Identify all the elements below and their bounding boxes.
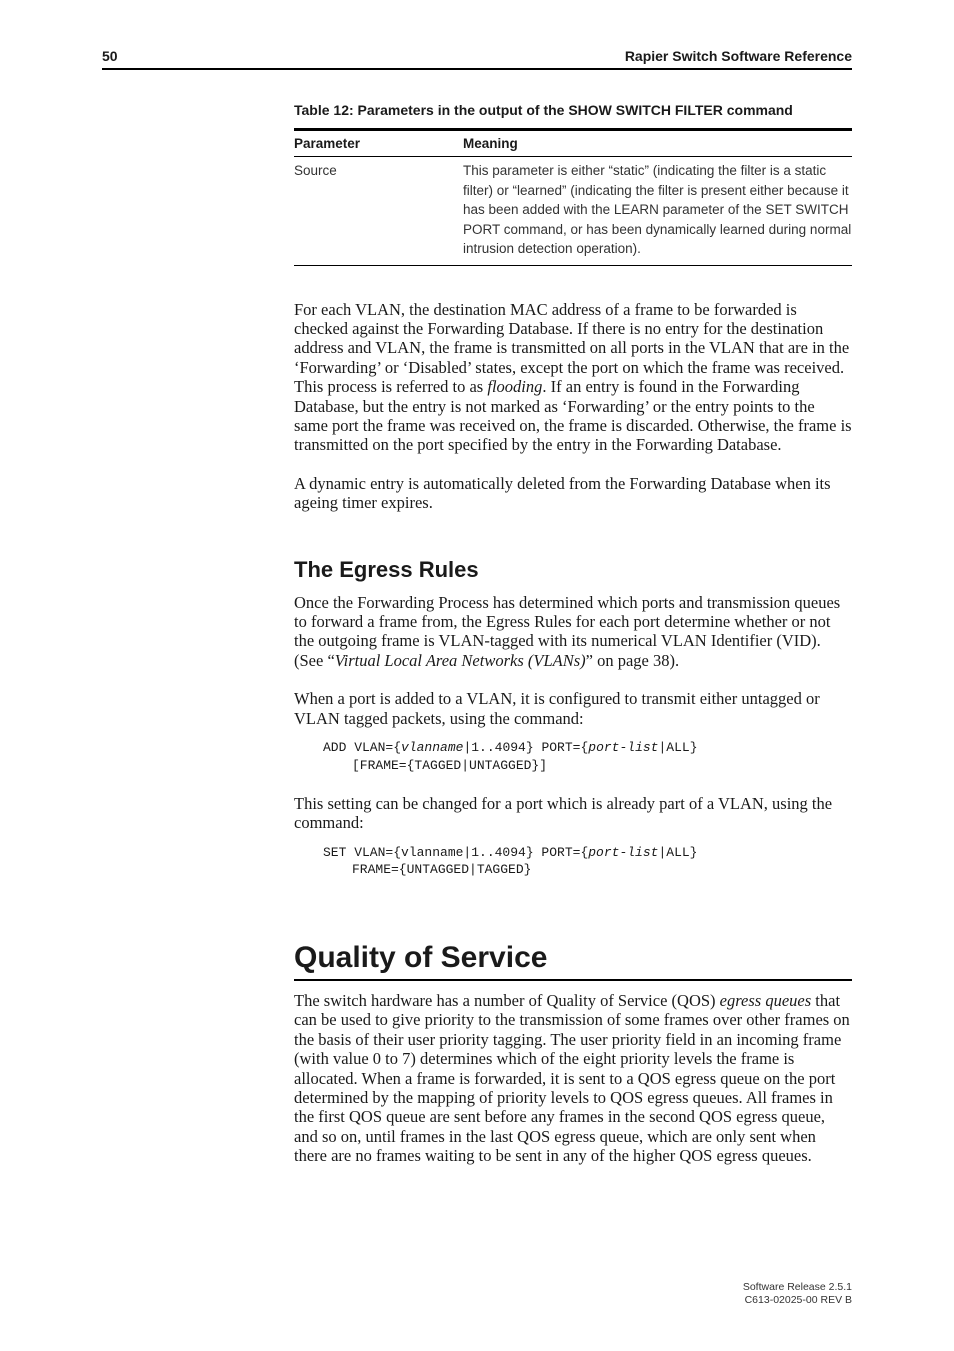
cell-meaning: This parameter is either “static” (indicating the filter is a static filter) or “learned” (indicating the filter is present either because it has been added with the LEARN parameter of the SET SWITCH PORT command, or has been dynamically learned during normal intrusion detection operation). bbox=[463, 163, 852, 256]
cmd-text: |1..4094} PORT={ bbox=[463, 740, 589, 755]
paragraph-egress-intro bbox=[294, 593, 852, 671]
cross-reference-vlans: Virtual Local Area Networks (VLANs) bbox=[334, 650, 586, 670]
qos-section bbox=[294, 938, 852, 1166]
section-heading-egress-rules: The Egress Rules bbox=[294, 556, 479, 582]
text-run: For each VLAN, the destination MAC address of a frame to be forwarded is checked against the Forwarding Database. If there is no entry for the destination address and VLAN, the frame is transmitted on all ports in the VLAN that are in the ‘Forwarding’ or ‘Disabled’ states, except the port on which the frame was received. This process is referred to as bbox=[294, 299, 850, 397]
text-run: . If an entry is found in the Forwarding Database, but the entry is not marked as ‘Forwarding’ or the entry points to the same port the frame was received on, the frame is discarded. Otherwise, the frame is transmitted on the port specified by the entry in the Forwarding Database. bbox=[294, 377, 852, 455]
paragraph-dynamic-entry: A dynamic entry is automatically deleted from the Forwarding Database when its ageing timer expires. bbox=[294, 473, 831, 513]
page-number: 50 bbox=[102, 48, 118, 64]
cmd-placeholder: vlanname bbox=[401, 740, 464, 755]
command-add-vlan bbox=[323, 739, 852, 774]
parameters-table bbox=[294, 128, 852, 266]
table-row bbox=[294, 157, 852, 266]
page-header bbox=[102, 48, 852, 70]
text-run: that can be used to give priority to the transmission of some frames over other frames on the basis of their user priority tagging. The user priority field in an incoming frame (with value 0 to 7) determines which of the eight priority levels the frame is allocated. When a frame is forwarded, it is sent to a QOS egress queue on the port determined by the mapping of priority levels to QOS egress queues. All frames in the first QOS queue are sent before any frames in the second QOS egress queue, and so on, until frames in the last QOS egress queue, which are only sent when there are no frames waiting to be sent in any of the higher QOS egress queues. bbox=[294, 991, 850, 1166]
running-title: Rapier Switch Software Reference bbox=[624, 48, 852, 64]
footer-release: Software Release 2.5.1 bbox=[742, 1281, 852, 1293]
cell-parameter: Source bbox=[294, 163, 337, 178]
chapter-heading-quality-of-service: Quality of Service bbox=[294, 938, 852, 981]
page-footer bbox=[743, 1281, 852, 1306]
text-run: The switch hardware has a number of Quality of Service (QOS) bbox=[294, 991, 720, 1010]
cmd-placeholder: port-list bbox=[588, 844, 659, 860]
cmd-continuation: FRAME={UNTAGGED|TAGGED} bbox=[352, 862, 532, 878]
emphasis-flooding: flooding bbox=[487, 377, 543, 397]
table-header-row bbox=[294, 130, 852, 157]
text-run: Once the Forwarding Process has determined which ports and transmission queues to forward a frame from, the Egress Rules for each port determine whether or not the outgoing frame is VLAN-tagged with its numerical VLAN Identifier (VID). (See “ bbox=[294, 592, 841, 670]
emphasis-egress-queues: egress queues bbox=[719, 991, 812, 1010]
footer-doc-id: C613-02025-00 REV B bbox=[744, 1293, 852, 1306]
main-content bbox=[294, 100, 852, 879]
command-set-vlan bbox=[323, 844, 852, 879]
cmd-text: |ALL} bbox=[658, 740, 698, 755]
column-header-parameter: Parameter bbox=[294, 130, 463, 157]
cmd-continuation: [FRAME={TAGGED|UNTAGGED}] bbox=[352, 757, 548, 773]
cmd-placeholder: port-list bbox=[588, 740, 659, 755]
paragraph-forwarding bbox=[294, 300, 852, 455]
cmd-text: ADD VLAN={ bbox=[323, 740, 402, 755]
cmd-text: SET VLAN={vlanname|1..4094} PORT={ bbox=[323, 844, 589, 860]
cmd-text: |ALL} bbox=[658, 844, 698, 860]
table-caption: Table 12: Parameters in the output of the SHOW SWITCH FILTER command bbox=[294, 102, 793, 118]
paragraph-set-vlan: This setting can be changed for a port which is already part of a VLAN, using the command: bbox=[294, 794, 833, 833]
column-header-meaning: Meaning bbox=[463, 130, 852, 157]
text-run: ” on page 38). bbox=[585, 650, 680, 670]
paragraph-add-vlan: When a port is added to a VLAN, it is configured to transmit either untagged or VLAN tagged packets, using the command: bbox=[294, 689, 820, 728]
paragraph-qos bbox=[294, 991, 852, 1166]
